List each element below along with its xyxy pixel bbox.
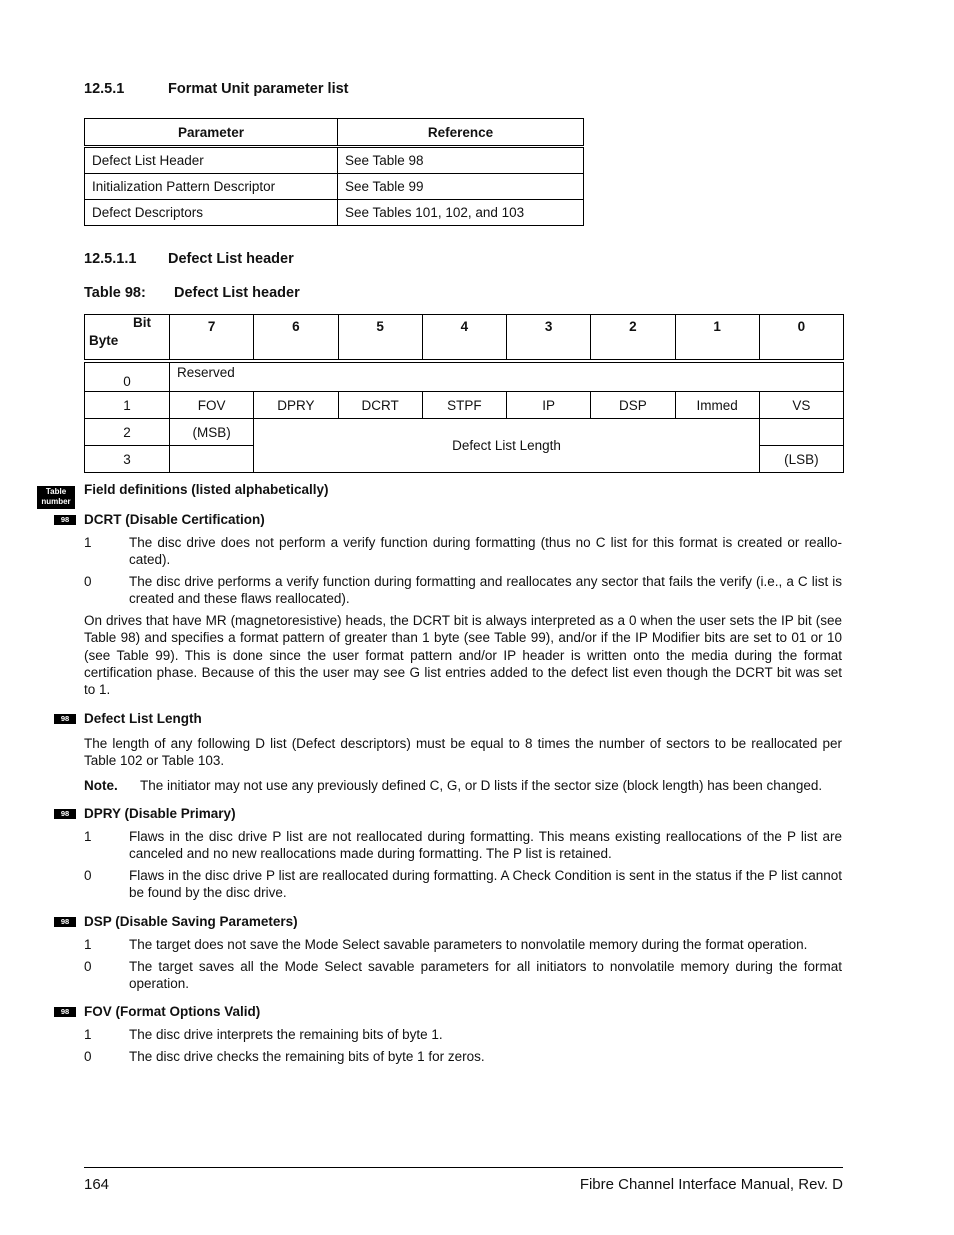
byte-number: 2: [85, 419, 170, 446]
item-key: 0: [84, 1049, 92, 1064]
section-heading-12-5-1-1: [84, 251, 294, 267]
byte-number: 1: [85, 392, 170, 419]
item-key: 0: [84, 574, 92, 589]
item-key: 0: [84, 959, 92, 974]
parameter-list-table: [84, 118, 584, 226]
table-cell: Defect Descriptors: [85, 200, 338, 226]
msb-cell: (MSB): [170, 419, 254, 446]
item-text: The disc drive does not perform a verify function during formatting (thus no C list for this format is created or reallo-cated).: [129, 535, 842, 567]
list-item: [84, 534, 842, 568]
item-text: Flaws in the disc drive P list are reallocated during formatting. A Check Condition is sent in the status if the P list cannot be found by the disc drive.: [129, 868, 842, 900]
bit-number: 6: [254, 315, 338, 362]
field-title-dsp: DSP (Disable Saving Parameters): [84, 914, 298, 929]
table-caption-title: Defect List header: [174, 285, 300, 301]
byte-number: 0: [85, 361, 170, 392]
table-row: [85, 392, 844, 419]
bit-number: 7: [170, 315, 254, 362]
field-cell: DSP: [591, 392, 675, 419]
item-key: 1: [84, 829, 92, 844]
table-ref-tag: 98: [54, 1007, 76, 1017]
page-number: 164: [84, 1176, 110, 1193]
table-caption: [84, 285, 300, 301]
section-title: Defect List header: [168, 251, 294, 267]
defect-list-header-table: [84, 314, 844, 473]
list-item: [84, 573, 842, 607]
field-title-dpry: DPRY (Disable Primary): [84, 806, 236, 821]
field-cell: STPF: [422, 392, 506, 419]
footer-title: Fibre Channel Interface Manual, Rev. D: [579, 1176, 843, 1193]
bit-byte-cell: [85, 315, 170, 362]
bit-number: 4: [422, 315, 506, 362]
table-cell: See Tables 101, 102, and 103: [338, 200, 584, 226]
paragraph: The length of any following D list (Defect descriptors) must be equal to 8 times the number of sectors to be reallocated per Table 102 or Table 103.: [84, 736, 842, 769]
item-key: 1: [84, 937, 92, 952]
table-caption-number: Table 98:: [84, 285, 146, 301]
field-cell: DPRY: [254, 392, 338, 419]
item-text: The target saves all the Mode Select savable parameters for all initiators to nonvolatile memory during the format operation.: [129, 959, 842, 991]
list-item: [84, 867, 842, 901]
note: [84, 777, 842, 794]
field-title-defect-list-length: Defect List Length: [84, 711, 202, 726]
section-heading-12-5-1: [84, 81, 349, 97]
bit-number: 5: [338, 315, 422, 362]
list-item: [84, 828, 842, 862]
table-row: [85, 361, 844, 392]
note-text: The initiator may not use any previously defined C, G, or D lists if the sector size (block length) has been changed.: [140, 778, 823, 793]
table-cell: Defect List Header: [85, 147, 338, 174]
bit-number: 2: [591, 315, 675, 362]
bit-header-row: [85, 315, 844, 362]
blank-cell: [170, 446, 254, 473]
bit-number: 3: [507, 315, 591, 362]
bit-number: 0: [759, 315, 843, 362]
bit-label: Bit: [133, 315, 151, 330]
table-ref-tag: 98: [54, 714, 76, 724]
field-cell: Immed: [675, 392, 759, 419]
section-number: 12.5.1: [84, 81, 125, 97]
lsb-cell: (LSB): [759, 446, 843, 473]
field-title-dcrt: DCRT (Disable Certification): [84, 512, 265, 527]
table-cell: See Table 98: [338, 147, 584, 174]
field-title-fov: FOV (Format Options Valid): [84, 1004, 261, 1019]
table-ref-tag: 98: [54, 809, 76, 819]
field-cell: FOV: [170, 392, 254, 419]
table-header-row: [85, 119, 584, 147]
bit-number: 1: [675, 315, 759, 362]
field-definitions-heading: Field definitions (listed alphabetically): [84, 482, 329, 497]
footer-divider: [84, 1167, 843, 1168]
field-cell: IP: [507, 392, 591, 419]
list-item: [84, 958, 842, 992]
item-text: The disc drive checks the remaining bits of byte 1 for zeros.: [129, 1049, 485, 1064]
item-key: 1: [84, 1027, 92, 1042]
paragraph: On drives that have MR (magnetoresistive) heads, the DCRT bit is always interpreted as a 0 when the user sets the IP bit (see Table 98) and specifies a format pattern of greater than 1 byte (see Table 99), and/or if the IP Modifier bits are set to 01 or 10 (see Table 99). This is done since the user format pattern and/or IP header is written onto the media during the format certification phase. Because of this the user may see G list entries added to the defect list even though the DCRT bit was set to 1.: [84, 613, 842, 698]
item-text: The target does not save the Mode Select savable parameters to nonvolatile memory during the format operation.: [129, 937, 808, 952]
list-item: [84, 1048, 842, 1065]
list-item: [84, 1026, 842, 1043]
reserved-cell: Reserved: [170, 361, 844, 392]
section-number: 12.5.1.1: [84, 251, 137, 267]
section-title: Format Unit parameter list: [168, 81, 349, 97]
item-text: The disc drive interprets the remaining bits of byte 1.: [129, 1027, 443, 1042]
blank-cell: [759, 419, 843, 446]
byte-label: Byte: [89, 333, 119, 348]
byte-number: 3: [85, 446, 170, 473]
item-key: 0: [84, 868, 92, 883]
item-text: The disc drive performs a verify function during formatting and reallocates any sector that fails the verify (i.e., a C list is created and these flaws reallocated).: [129, 574, 842, 606]
item-key: 1: [84, 535, 92, 550]
field-cell: VS: [759, 392, 843, 419]
tag-line: number: [41, 497, 71, 506]
item-text: Flaws in the disc drive P list are not reallocated during formatting. This means existing reallocations of the P list are canceled and no new reallocations made during formatting. The P list is retained.: [129, 829, 842, 861]
table-cell: See Table 99: [338, 174, 584, 200]
list-item: [84, 936, 842, 953]
note-label: Note.: [84, 778, 118, 793]
table-row: [85, 419, 844, 446]
table-ref-tag: 98: [54, 515, 76, 525]
table-row: [85, 147, 584, 174]
field-cell: DCRT: [338, 392, 422, 419]
table-row: [85, 174, 584, 200]
defect-list-length-cell: Defect List Length: [254, 419, 760, 473]
tag-line: Table: [45, 487, 67, 496]
table-number-tag: [37, 486, 75, 509]
table-ref-tag: 98: [54, 917, 76, 927]
column-header: Parameter: [85, 119, 338, 147]
table-cell: Initialization Pattern Descriptor: [85, 174, 338, 200]
table-row: [85, 200, 584, 226]
column-header: Reference: [338, 119, 584, 147]
